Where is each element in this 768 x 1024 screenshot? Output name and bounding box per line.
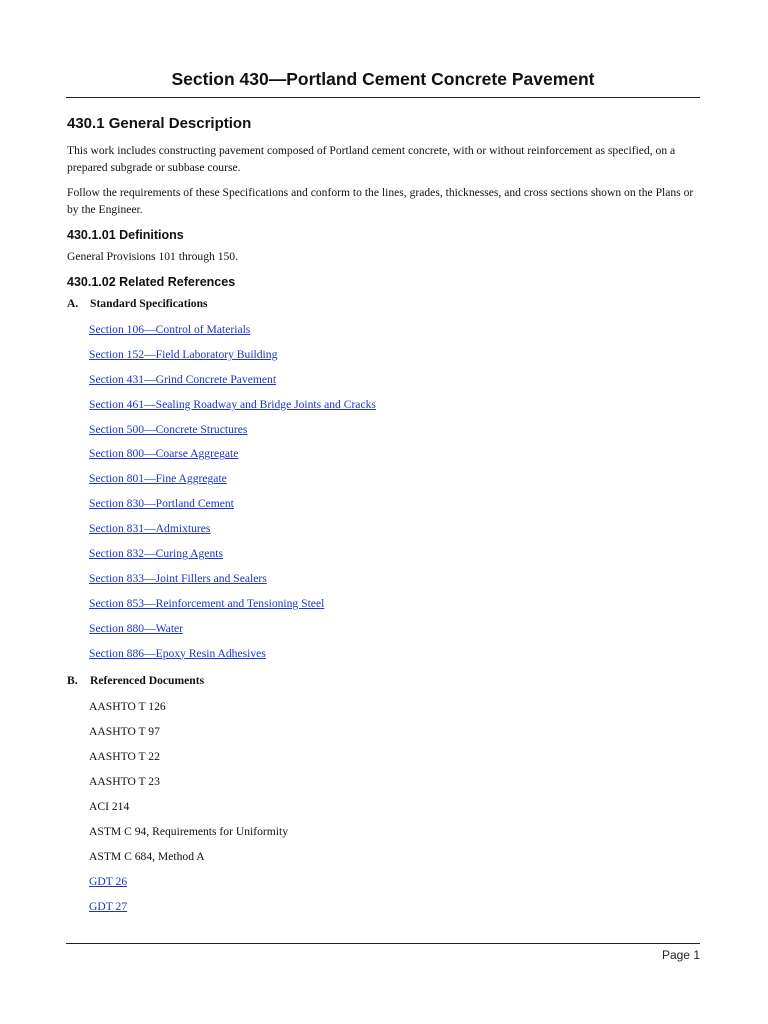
list-item	[89, 620, 699, 645]
intro-paragraph: This work includes constructing pavement composed of Portland cement concrete, with or without reinforcement as specified, on a prepared subgrade or subbase course.	[67, 144, 676, 174]
list-item: ASTM C 94, Requirements for Uniformity	[89, 824, 289, 838]
list-item	[89, 371, 699, 396]
spec-link[interactable]: Section 500—Concrete Structures	[89, 422, 248, 436]
definitions-text: General Provisions 101 through 150.	[67, 250, 238, 263]
list-item: ASTM C 684, Method A	[89, 849, 205, 863]
list-item: AASHTO T 126	[89, 700, 166, 714]
document-body	[67, 110, 699, 922]
list-item	[89, 321, 699, 346]
list-item	[89, 396, 699, 421]
referenced-documents-list	[67, 698, 699, 922]
list-item	[89, 346, 699, 371]
list-item: AASHTO T 97	[89, 725, 160, 739]
list-item: AASHTO T 22	[89, 750, 160, 764]
spec-link[interactable]: Section 106—Control of Materials	[89, 323, 251, 336]
page-title: Section 430—Portland Cement Concrete Pavement	[171, 69, 595, 89]
spec-link[interactable]: Section 830—Portland Cement	[89, 497, 234, 511]
related-references-heading: 430.1.02 Related References	[67, 275, 236, 289]
list-item	[89, 445, 699, 470]
spec-link[interactable]: Section 880—Water	[89, 621, 184, 635]
list-item	[89, 545, 699, 570]
footer-divider	[66, 943, 700, 944]
list-item	[89, 595, 699, 620]
list-item	[89, 421, 699, 446]
list-item	[89, 570, 699, 595]
spec-link[interactable]: Section 853—Reinforcement and Tensioning Steel	[89, 596, 325, 610]
list-item	[89, 898, 699, 923]
spec-link[interactable]: Section 833—Joint Fillers and Sealers	[89, 571, 267, 585]
standard-specifications-list	[67, 321, 699, 669]
section-heading: 430.1 General Description	[67, 115, 252, 132]
sub-heading-title: Standard Specifications	[90, 297, 208, 310]
header-divider	[66, 97, 700, 98]
list-letter: B.	[67, 674, 78, 688]
page-number: Page 1	[661, 948, 700, 962]
spec-link[interactable]: Section 886—Epoxy Resin Adhesives	[89, 646, 266, 660]
gdt-link[interactable]: GDT 27	[89, 899, 128, 913]
spec-link[interactable]: Section 800—Coarse Aggregate	[89, 447, 239, 461]
spec-link[interactable]: Section 431—Grind Concrete Pavement	[89, 372, 277, 386]
requirements-paragraph: Follow the requirements of these Specifications and conform to the lines, grades, thicknesses, and cross sections shown on the Plans or by the Engineer.	[67, 186, 694, 216]
list-item	[89, 495, 699, 520]
sub-heading-title: Referenced Documents	[90, 674, 205, 688]
spec-link[interactable]: Section 831—Admixtures	[89, 522, 211, 536]
definitions-heading: 430.1.01 Definitions	[67, 228, 184, 242]
list-item	[89, 873, 699, 898]
gdt-link[interactable]: GDT 26	[89, 874, 128, 888]
spec-link[interactable]: Section 832—Curing Agents	[89, 547, 223, 561]
list-item: ACI 214	[89, 800, 130, 814]
spec-link[interactable]: Section 152—Field Laboratory Building	[89, 347, 278, 361]
spec-link[interactable]: Section 801—Fine Aggregate	[89, 472, 227, 486]
list-letter: A.	[67, 297, 79, 310]
list-item	[89, 520, 699, 545]
standard-specifications-heading	[67, 295, 699, 317]
referenced-documents-heading	[67, 672, 699, 694]
spec-link[interactable]: Section 461—Sealing Roadway and Bridge Joints and Cracks	[89, 397, 376, 411]
list-item: AASHTO T 23	[89, 775, 160, 789]
list-item	[89, 470, 699, 495]
list-item	[89, 645, 699, 670]
